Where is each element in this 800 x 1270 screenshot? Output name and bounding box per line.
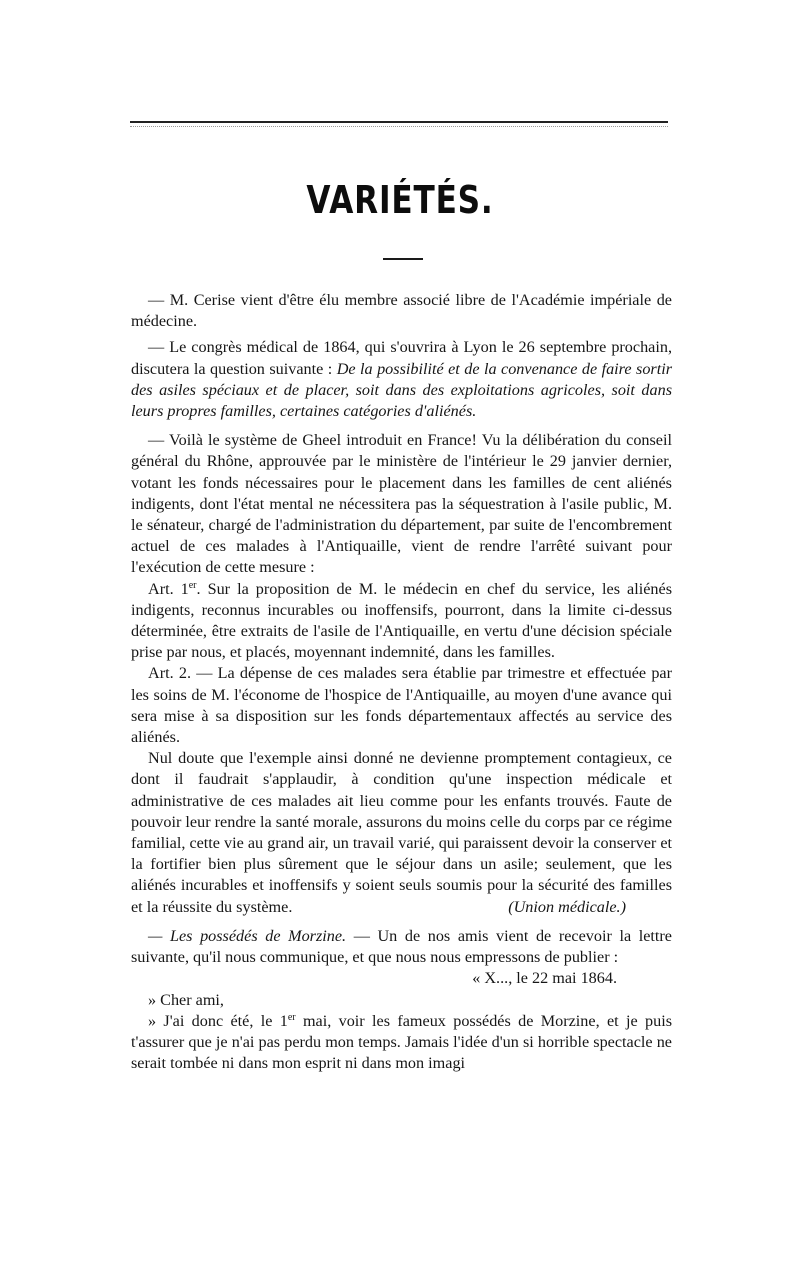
congres-question: De la possibilité et de la convenance de faire sortir des asiles spéciaux et de placer, soit dans des exploitations agricoles, soit dans leurs propres familles, certaines catégories d'aliénés. [131,359,673,421]
congres-text: — Le congrès médical de 1864, qui s'ouvrira à Lyon le 26 septembre prochain, discutera la question suivante : [131,338,672,378]
commentary-text: Nul doute que l'exemple ainsi donné ne devienne promptement contagieux, ce dont il faudrait s'applaudir, à condition qu'une inspection médicale et administrative de ces malades ait lieu comme pour les enfants trouvés. Faute de pouvoir leur rendre la santé morale, assurons du moins celle du corps par ce régime familial, cette vie au grand air, un travail varié, qui paraissent devoir la conserver et la fortifier bien plus sûrement que le séjour dans un asile; seulement, que les aliénés incurables et inoffensifs y soient seuls soumis pour la sécurité des familles et la réussite du système. [131,749,672,916]
paragraph-commentary [131,748,672,918]
top-rule [130,121,668,123]
letter-salutation: » Cher ami, [148,990,224,1009]
article-2: Art. 2. — La dépense de ces malades sera établie par trimestre et effectuée par les soins de M. l'économe de l'hospice de l'Antiquaille, au moyen d'une avance qui sera mise à sa disposition sur les fonds départementaux affectés au service des aliénés. [131,664,672,747]
top-rule-dotted [130,126,668,127]
article-1 [131,579,672,664]
letter-body [131,1011,672,1075]
section-title: VARIÉTÉS. [306,178,494,222]
article-1-label: Art. 1 [148,579,189,598]
morzine-text: — Un de nos amis vient de recevoir la lettre suivante, qu'il nous communique, et que nous nous empressons de publier : [131,926,672,967]
paragraph-congres [131,337,672,422]
letter-body-lead: » J'ai donc été, le 1 [148,1011,288,1030]
letter-body-text: mai, voir les fameux possédés de Morzine, et je puis t'assurer que je n'ai pas perdu mon temps. Jamais l'idée d'un si horrible spectacle ne serait tombée ni dans mon esprit ni dans mon imagi [131,1011,672,1073]
paragraph-gheel: — Voilà le système de Gheel introduit en France! Vu la délibération du conseil général du Rhône, approuvée par le ministère de l'intérieur le 29 janvier dernier, votant les fonds nécessaires pour le placement dans les familles de cent aliénés indigents, dont l'état mental ne nécessitera pas la séquestration à l'asile public, M. le sénateur, chargé de l'administration du département, par suite de l'encombrement actuel de ces malades à l'Antiquaille, vient de rendre l'arrêté suivant pour l'exécution de cette mesure : [131,431,672,577]
morzine-heading: — Les possédés de Morzine. [148,926,347,945]
article-1-text: . Sur la proposition de M. le médecin en chef du service, les aliénés indigents, reconnus incurables ou inoffensifs, pourront, dans la limite ci-dessus déterminée, être extraits de l'asile de l'Antiquaille, en vertu d'une décision spéciale prise par nous, et placés, moyennant indemnité, dans les familles. [131,579,672,662]
title-divider [383,258,423,260]
article-1-sup: er [188,579,197,591]
paragraph-cerise: — M. Cerise vient d'être élu membre associé libre de l'Académie impériale de médecine. [131,291,672,331]
article-body [131,290,672,1074]
commentary-source: (Union médicale.) [508,897,626,916]
paragraph-morzine [131,926,672,968]
letter-dateline: « X..., le 22 mai 1864. [472,969,617,988]
letter-body-sup: er [287,1011,296,1023]
